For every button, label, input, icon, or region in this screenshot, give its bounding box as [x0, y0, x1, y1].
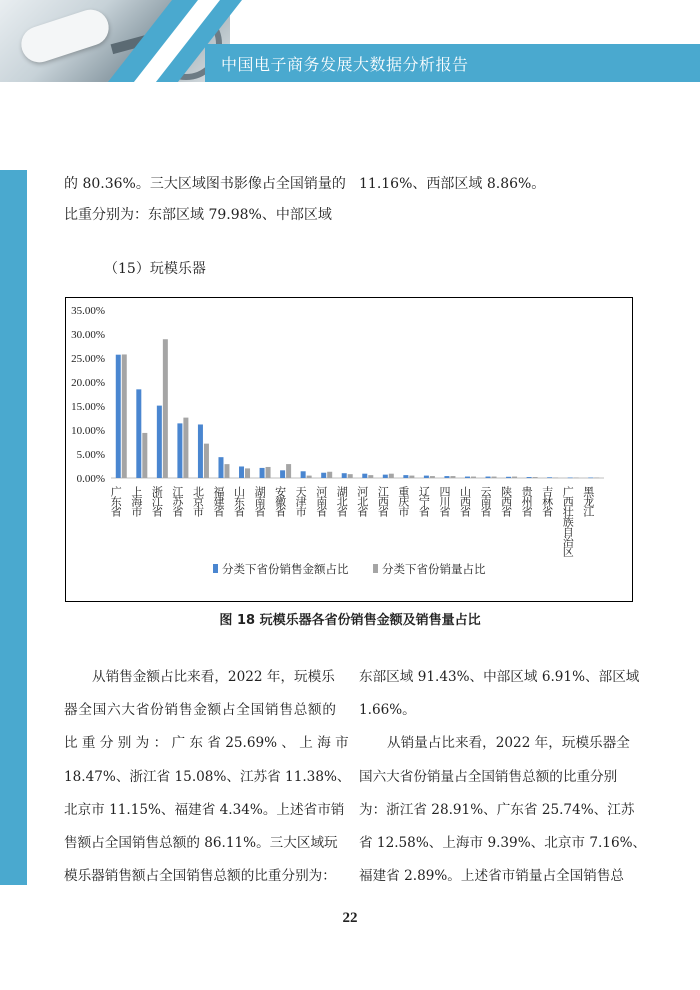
paragraph-line: 国六大省份销量占全国销售总额的比重分别	[359, 768, 618, 785]
y-tick-label: 15.00%	[71, 401, 105, 413]
bar	[368, 475, 373, 478]
photo-shape	[17, 5, 114, 67]
bar	[492, 477, 497, 478]
top-right-line-1: 11.16%、西部区域 8.86%。	[359, 176, 546, 192]
bar	[224, 464, 229, 478]
bottom-right-column	[359, 661, 647, 893]
bar	[450, 476, 455, 478]
x-tick-label: 山西省	[458, 486, 471, 516]
paragraph-line: 比 重 分 别 为 ： 广 东 省 25.69% 、 上 海 市	[64, 735, 349, 752]
x-tick-label: 湖南省	[253, 486, 266, 516]
bar	[136, 389, 141, 478]
bar	[307, 476, 312, 478]
paragraph-line: 器全国六大省份销售金额占全国销售总额的	[64, 702, 336, 719]
bar	[327, 472, 332, 478]
x-tick-label: 广东省	[109, 486, 122, 516]
x-tick-label: 黑龙江	[581, 486, 594, 516]
bar	[574, 478, 579, 479]
top-left-line-2: 比重分别为：东部区域 79.98%、中部区域	[64, 207, 332, 223]
x-tick-label: 重庆市	[396, 486, 409, 516]
x-tick-label: 广西壮族自治区	[561, 486, 574, 556]
bar	[183, 418, 188, 478]
bar	[444, 476, 449, 478]
bar	[486, 477, 491, 478]
report-title: 中国电子商务发展大数据分析报告	[221, 55, 469, 74]
bar	[122, 354, 127, 478]
paragraph-line: 1.66%。	[359, 702, 416, 719]
bar	[553, 478, 558, 479]
chart-frame	[65, 297, 633, 602]
bar	[594, 478, 599, 479]
y-tick-label: 0.00%	[76, 473, 105, 485]
y-tick-label: 25.00%	[71, 353, 105, 365]
bar	[389, 474, 394, 478]
bar	[204, 444, 209, 478]
x-tick-label: 云南省	[479, 486, 492, 516]
x-tick-label: 贵州省	[520, 486, 533, 516]
bar	[348, 474, 353, 478]
x-tick-label: 江苏省	[170, 486, 183, 516]
bar	[506, 477, 511, 478]
bar	[218, 457, 223, 478]
bar	[512, 477, 517, 478]
x-tick-label: 山东省	[232, 486, 245, 516]
legend-label: 分类下省份销量占比	[382, 564, 486, 576]
paragraph-line: 省 12.58%、上海市 9.39%、北京市 7.16%、	[359, 835, 647, 852]
bar	[177, 423, 182, 478]
bar	[533, 477, 538, 478]
x-tick-label: 辽宁省	[417, 486, 430, 516]
legend-swatch	[373, 564, 378, 573]
bar	[198, 424, 203, 478]
bar	[142, 433, 147, 478]
x-tick-label: 北京市	[191, 486, 204, 516]
bar	[163, 339, 168, 478]
bar	[568, 478, 573, 479]
section-title: （15）玩模乐器	[104, 261, 206, 277]
x-tick-label: 浙江省	[150, 486, 163, 516]
top-left-line-1: 的 80.36%。三大区域图书影像占全国销量的	[64, 176, 346, 192]
bar	[465, 477, 470, 478]
x-tick-label: 陕西省	[499, 486, 512, 516]
bottom-left-column	[64, 661, 351, 893]
x-tick-label: 上海市	[129, 486, 142, 516]
x-tick-label: 湖北省	[335, 486, 348, 516]
bar	[430, 476, 435, 478]
bar	[260, 468, 265, 478]
bar	[157, 406, 162, 478]
y-tick-label: 20.00%	[71, 377, 105, 389]
bar	[301, 471, 306, 478]
bar	[409, 476, 414, 478]
bar	[403, 475, 408, 478]
bar	[280, 470, 285, 478]
bar-chart	[66, 298, 632, 601]
x-tick-label: 河北省	[355, 486, 368, 516]
bar	[116, 355, 121, 478]
paragraph-line: 从销售金额占比来看，2022 年，玩模乐	[92, 669, 335, 685]
x-tick-label: 江西省	[376, 486, 389, 516]
bar	[471, 477, 476, 478]
paragraph-line: 从销量占比来看，2022 年，玩模乐器全	[387, 735, 630, 752]
y-tick-label: 30.00%	[71, 329, 105, 341]
page-number: 22	[342, 910, 358, 926]
bar	[383, 475, 388, 478]
bar	[362, 474, 367, 478]
paragraph-line: 售额占全国销售总额的 86.11%。三大区域玩	[64, 835, 338, 852]
bar	[239, 466, 244, 478]
y-tick-label: 35.00%	[71, 305, 105, 317]
x-tick-label: 安徽省	[273, 486, 286, 516]
bar	[266, 467, 271, 478]
bar	[321, 473, 326, 478]
paragraph-line: 北京市 11.15%、福建省 4.34%。上述省市销	[64, 801, 345, 818]
bar	[588, 478, 593, 479]
paragraph-line: 模乐器销售额占全国销售总额的比重分别为：	[64, 868, 336, 885]
x-tick-label: 河南省	[314, 486, 327, 516]
legend-swatch	[213, 564, 218, 573]
bar	[286, 464, 291, 478]
bar	[245, 468, 250, 478]
paragraph-line: 为：浙江省 28.91%、广东省 25.74%、江苏	[359, 801, 635, 818]
paragraph-line: 东部区域 91.43%、中部区域 6.91%、部区域	[359, 669, 640, 685]
x-tick-label: 天津市	[294, 486, 307, 516]
paragraph-line: 18.47%、浙江省 15.08%、江苏省 11.38%、	[64, 768, 351, 785]
bar	[527, 477, 532, 478]
x-tick-label: 福建省	[211, 486, 224, 516]
y-tick-label: 5.00%	[76, 449, 105, 461]
x-tick-label: 吉林省	[540, 486, 553, 516]
legend-label: 分类下省份销售金额占比	[222, 564, 349, 576]
bar	[342, 473, 347, 478]
figure-caption: 图 18 玩模乐器各省份销售金额及销售量占比	[219, 613, 481, 628]
paragraph-line: 福建省 2.89%。上述省市销量占全国销售总	[359, 868, 625, 885]
bar	[424, 476, 429, 478]
left-accent-bar	[0, 170, 27, 885]
x-tick-label: 四川省	[437, 486, 450, 516]
bar	[547, 477, 552, 478]
y-tick-label: 10.00%	[71, 425, 105, 437]
